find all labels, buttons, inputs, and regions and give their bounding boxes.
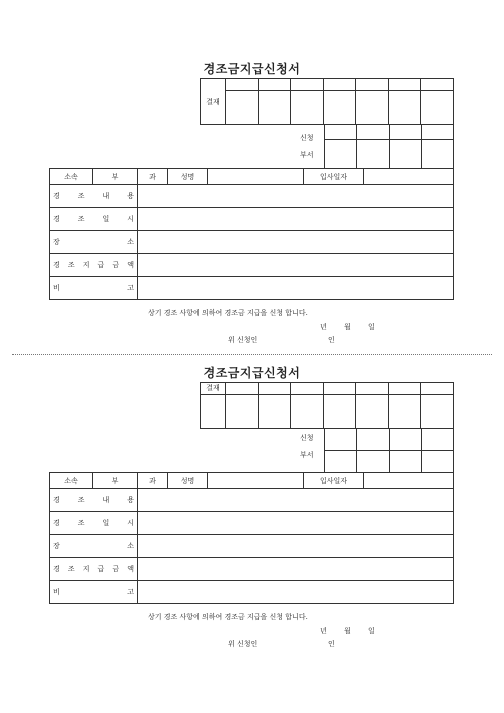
dept-label: 부서	[300, 151, 314, 159]
approval-sign-cell[interactable]	[356, 395, 389, 429]
date-month: 월	[344, 627, 351, 635]
form-title: 경조금지급신청서	[203, 62, 301, 76]
row-label: 장 소	[50, 231, 138, 254]
approval-label: 결재	[201, 79, 226, 125]
applicant-cell[interactable]	[421, 125, 453, 140]
statement-text: 상기 경조 사항에 의하여 경조금 지급을 신청 합니다.	[148, 613, 308, 621]
date-year: 년	[320, 627, 327, 635]
approval-sign-cell[interactable]	[201, 395, 226, 429]
applicant-sign-cell[interactable]	[421, 140, 453, 169]
join-date-header: 입사일자	[304, 473, 364, 489]
form-1	[0, 0, 504, 350]
row-value[interactable]	[138, 231, 454, 254]
approval-sign-cell[interactable]	[421, 395, 454, 429]
applicant-label: 신청	[300, 434, 314, 442]
row-value[interactable]	[138, 254, 454, 277]
dept-header: 소속	[50, 473, 93, 489]
applicant-cell[interactable]	[389, 429, 421, 451]
seal-text: 인	[328, 640, 335, 648]
row-label: 비 고	[50, 277, 138, 300]
join-date-field[interactable]	[364, 473, 454, 489]
approval-cell[interactable]	[226, 383, 259, 395]
approval-cell[interactable]	[388, 79, 421, 91]
name-header: 성명	[168, 169, 208, 185]
approval-cell[interactable]	[226, 79, 259, 91]
applicant-cell[interactable]	[325, 125, 357, 140]
applicant-sign-cell[interactable]	[389, 140, 421, 169]
approval-cell[interactable]	[421, 383, 454, 395]
approval-sign-cell[interactable]	[291, 395, 324, 429]
name-header: 성명	[168, 473, 208, 489]
name-field[interactable]	[208, 169, 304, 185]
row-label: 경 조 내 용	[50, 489, 138, 512]
row-label: 경 조 일 시	[50, 208, 138, 231]
approval-sign-cell[interactable]	[226, 91, 259, 125]
approval-cell[interactable]	[421, 79, 454, 91]
name-field[interactable]	[208, 473, 304, 489]
approval-sign-cell[interactable]	[258, 395, 291, 429]
applicant-cell[interactable]	[325, 429, 357, 451]
applicant-text: 위 신청인	[228, 336, 258, 344]
approval-cell[interactable]	[258, 79, 291, 91]
approval-sign-cell[interactable]	[388, 91, 421, 125]
join-date-field[interactable]	[364, 169, 454, 185]
row-value[interactable]	[138, 277, 454, 300]
applicant-sign-cell[interactable]	[325, 140, 357, 169]
row-value[interactable]	[138, 489, 454, 512]
row-value[interactable]	[138, 558, 454, 581]
approval-cell[interactable]	[291, 383, 324, 395]
approval-cell[interactable]	[291, 79, 324, 91]
approval-table	[200, 382, 454, 429]
dept-header: 소속	[50, 169, 93, 185]
date-day: 일	[368, 323, 375, 331]
approval-cell[interactable]	[258, 383, 291, 395]
approval-sign-cell[interactable]	[421, 91, 454, 125]
row-label: 경 조 일 시	[50, 512, 138, 535]
approval-sign-cell[interactable]	[323, 395, 356, 429]
applicant-sign-cell[interactable]	[357, 451, 389, 473]
form-2	[0, 304, 504, 654]
applicant-sign-cell[interactable]	[325, 451, 357, 473]
row-label: 경 조 지 급 금 액	[50, 254, 138, 277]
row-value[interactable]	[138, 535, 454, 558]
approval-table	[200, 78, 454, 125]
seal-text: 인	[328, 336, 335, 344]
applicant-cell[interactable]	[421, 429, 453, 451]
approval-cell[interactable]	[323, 79, 356, 91]
row-label: 경 조 지 급 금 액	[50, 558, 138, 581]
applicant-text: 위 신청인	[228, 640, 258, 648]
approval-sign-cell[interactable]	[291, 91, 324, 125]
applicant-sign-cell[interactable]	[357, 140, 389, 169]
section-header: 과	[138, 169, 168, 185]
row-value[interactable]	[138, 208, 454, 231]
statement-text: 상기 경조 사항에 의하여 경조금 지급을 신청 합니다.	[148, 309, 308, 317]
date-year: 년	[320, 323, 327, 331]
applicant-cell[interactable]	[389, 125, 421, 140]
applicant-cell[interactable]	[357, 125, 389, 140]
row-label: 장 소	[50, 535, 138, 558]
row-value[interactable]	[138, 185, 454, 208]
division-header: 부	[93, 169, 138, 185]
applicant-dept-block	[290, 428, 454, 472]
applicant-sign-cell[interactable]	[389, 451, 421, 473]
join-date-header: 입사일자	[304, 169, 364, 185]
applicant-dept-block	[290, 124, 454, 168]
approval-cell[interactable]	[356, 383, 389, 395]
row-label: 경 조 내 용	[50, 185, 138, 208]
section-header: 과	[138, 473, 168, 489]
division-header: 부	[93, 473, 138, 489]
form-title: 경조금지급신청서	[203, 366, 301, 380]
approval-sign-cell[interactable]	[258, 91, 291, 125]
date-month: 월	[344, 323, 351, 331]
approval-cell[interactable]	[356, 79, 389, 91]
dept-label: 부서	[300, 451, 314, 459]
date-day: 일	[368, 627, 375, 635]
row-label: 비 고	[50, 581, 138, 604]
applicant-cell[interactable]	[357, 429, 389, 451]
approval-sign-cell[interactable]	[388, 395, 421, 429]
approval-cell[interactable]	[323, 383, 356, 395]
main-table	[49, 472, 454, 604]
approval-sign-cell[interactable]	[226, 395, 259, 429]
main-table	[49, 168, 454, 300]
approval-sign-cell[interactable]	[356, 91, 389, 125]
approval-label: 결재	[201, 383, 226, 395]
row-value[interactable]	[138, 581, 454, 604]
applicant-label: 신청	[300, 134, 314, 142]
approval-sign-cell[interactable]	[323, 91, 356, 125]
row-value[interactable]	[138, 512, 454, 535]
applicant-sign-cell[interactable]	[421, 451, 453, 473]
approval-cell[interactable]	[388, 383, 421, 395]
